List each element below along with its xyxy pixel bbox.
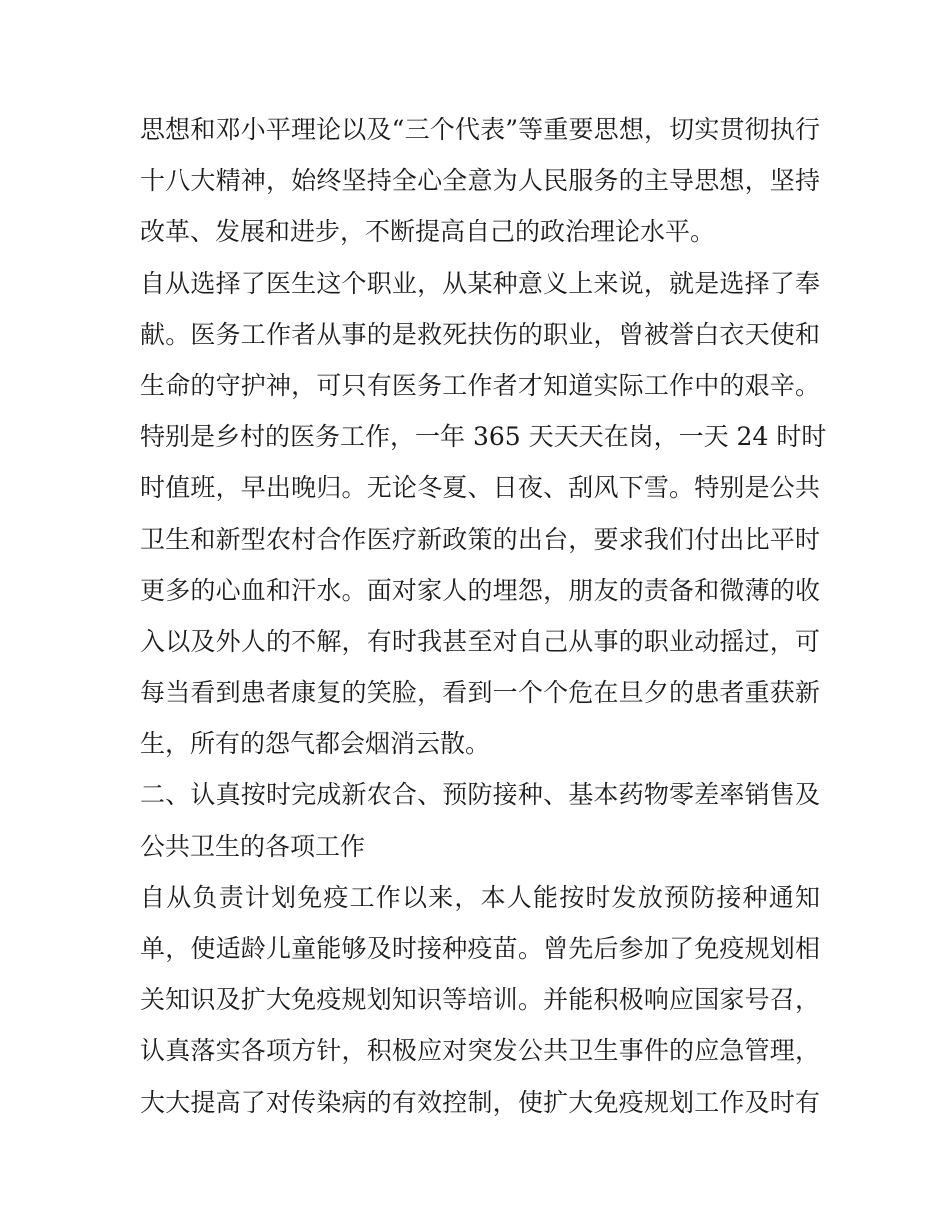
text-line: 卫生和新型农村合作医疗新政策的出台，要求我们付出比平时: [140, 524, 820, 554]
text-line: 自从负责计划免疫工作以来，本人能按时发放预防接种通知: [140, 882, 820, 912]
text-line: 改革、发展和进步，不断提高自己的政治理论水平。: [140, 217, 716, 247]
text-line: 生，所有的怨气都会烟消云散。: [140, 729, 491, 759]
text-line: 认真落实各项方针，积极应对突发公共卫生事件的应急管理，: [140, 1036, 820, 1066]
text-line: 时值班，早出晚归。无论冬夏、日夜、刮风下雪。特别是公共: [140, 473, 820, 503]
section-heading-line: 二、认真按时完成新农合、预防接种、基本药物零差率销售及: [140, 780, 820, 810]
text-line: 献。医务工作者从事的是救死扶伤的职业，曾被誉白衣天使和: [140, 319, 820, 349]
text-line: 自从选择了医生这个职业，从某种意义上来说，就是选择了奉: [140, 268, 820, 298]
text-line: 生命的守护神，可只有医务工作者才知道实际工作中的艰辛。: [140, 370, 820, 400]
text-line: 入以及外人的不解，有时我甚至对自己从事的职业动摇过，可: [140, 626, 820, 656]
text-line: 更多的心血和汗水。面对家人的埋怨，朋友的责备和微薄的收: [140, 575, 820, 605]
text-line: 十八大精神，始终坚持全心全意为人民服务的主导思想，坚持: [140, 166, 820, 196]
text-line: 每当看到患者康复的笑脸，看到一个个危在旦夕的患者重获新: [140, 678, 820, 708]
text-line: 特别是乡村的医务工作，一年 365 天天天在岗，一天 24 时时: [140, 422, 827, 452]
document-body: [140, 104, 827, 1128]
text-line: 思想和邓小平理论以及“三个代表”等重要思想，切实贯彻执行: [140, 115, 820, 144]
text-line: 大大提高了对传染病的有效控制，使扩大免疫规划工作及时有: [140, 1087, 820, 1117]
section-heading-line: 公共卫生的各项工作: [140, 831, 366, 861]
text-line: 单，使适龄儿童能够及时接种疫苗。曾先后参加了免疫规划相: [140, 934, 820, 963]
text-line: 关知识及扩大免疫规划知识等培训。并能积极响应国家号召，: [140, 985, 820, 1015]
